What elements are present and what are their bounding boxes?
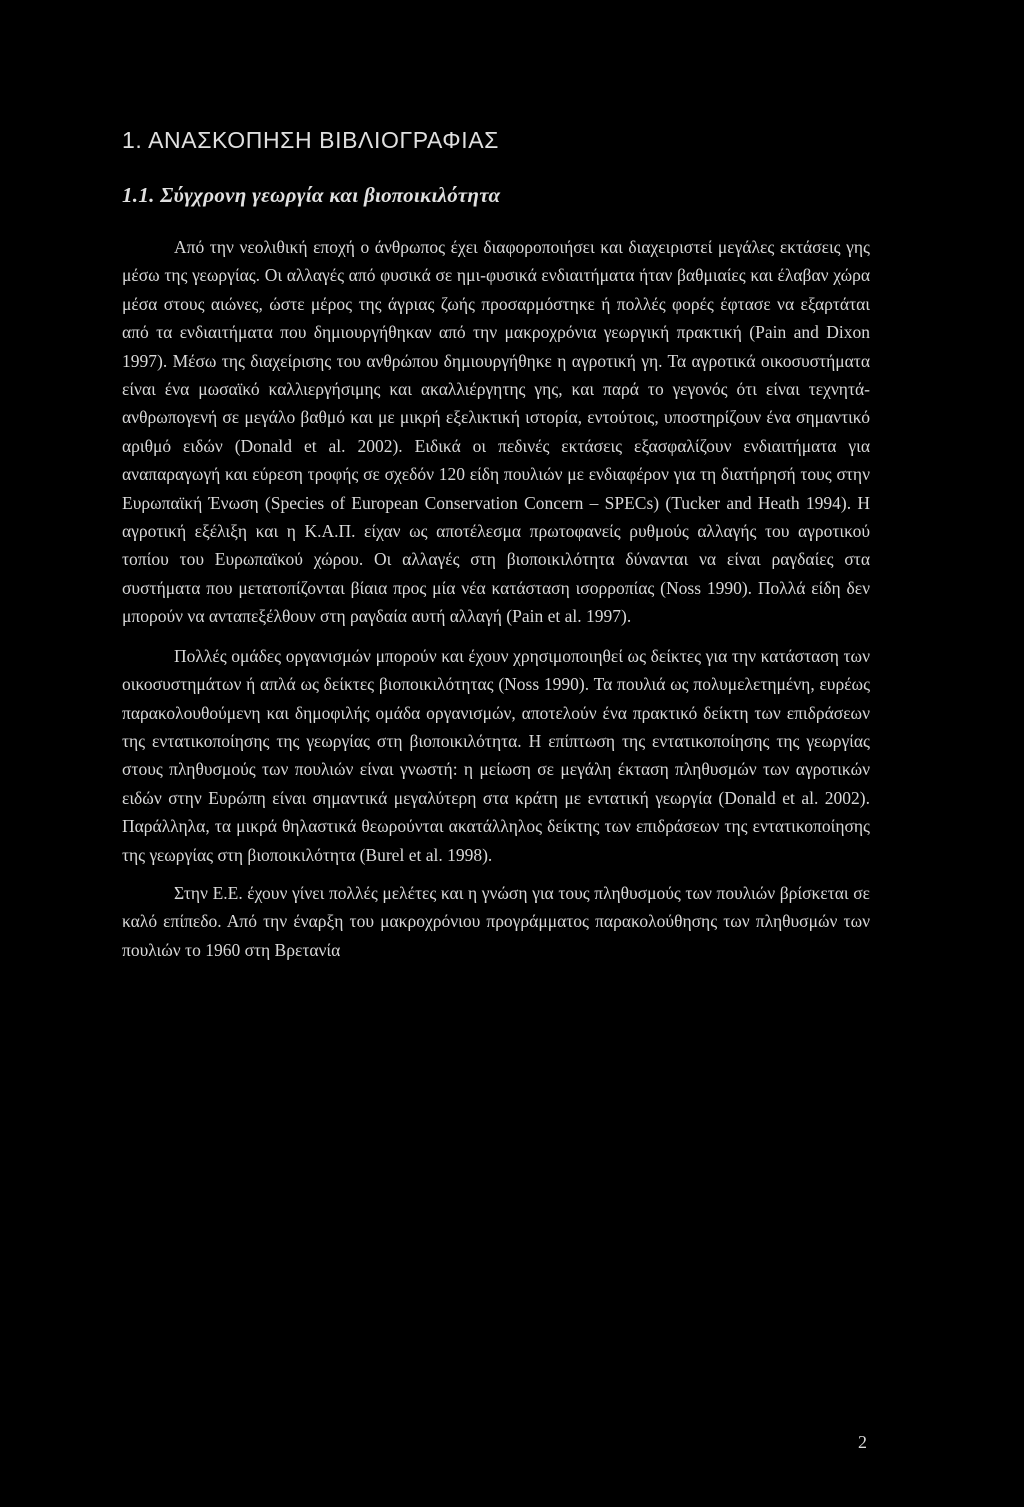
paragraph-2: Πολλές ομάδες οργανισμών μπορούν και έχουν χρησιμοποιηθεί ως δείκτες για την κατάσταση των οικοσυστημάτων ή απλά ως δείκτες βιοποικιλότητας (Noss 1990). Τα πουλιά ως πολυμελετημένη, ευρέως παρακολουθούμενη και δημοφιλής ομάδα οργανισμών, αποτελούν ένα πρακτικό δείκτη των επιδράσεων της εντατικοποίησης της γεωργίας στη βιοποικιλότητα. Η επίπτωση της εντατικοποίησης της γεωργίας στους πληθυσμούς των πουλιών είναι γνωστή: η μείωση σε μεγάλη έκταση πληθυσμών των αγροτικών ειδών στην Ευρώπη είναι σημαντικά μεγαλύτερη στα κράτη με εντατική γεωργία (Donald et al. 2002). Παράλληλα, τα μικρά θηλαστικά θεωρούνται ακατάλληλος δείκτης των επιδράσεων της εντατικοποίησης της γεωργίας στη βιοποικιλότητα (Burel et al. 1998).: [122, 645, 870, 865]
subsection-heading: 1.1. Σύγχρονη γεωργία και βιοποικιλότητα: [122, 183, 501, 207]
paragraph-3: Στην Ε.Ε. έχουν γίνει πολλές μελέτες και η γνώση για τους πληθυσμούς των πουλιών βρίσκεται σε καλό επίπεδο. Από την έναρξη του μακροχρόνιου προγράμματος παρακολούθησης των πληθυσμών των πουλιών το 1960 στη Βρετανία: [122, 882, 870, 960]
page-number: 2: [858, 1432, 867, 1452]
paragraph-1: Από την νεολιθική εποχή ο άνθρωπος έχει διαφοροποιήσει και διαχειριστεί μεγάλες εκτάσεις γης μέσω της γεωργίας. Οι αλλαγές από φυσικά σε ημι-φυσικά ενδιαιτήματα ήταν βαθμιαίες και έλαβαν χώρα μέσα στους αιώνες, ώστε μέρος της άγριας ζωής προσαρμόστηκε ή πολλές φορές έφτασε να εξαρτάται από τα ενδιαιτήματα που δημιουργήθηκαν από την μακροχρόνια γεωργική πρακτική (Pain and Dixon 1997). Μέσω της διαχείρισης του ανθρώπου δημιουργήθηκε η αγροτική γη. Τα αγροτικά οικοσυστήματα είναι ένα μωσαϊκό καλλιεργήσιμης και ακαλλιέργητης γης, και παρά το γεγονός ότι είναι τεχνητά-ανθρωπογενή σε μεγάλο βαθμό και με μικρή εξελικτική ιστορία, εντούτοις, υποστηρίζουν ένα σημαντικό αριθμό ειδών (Donald et al. 2002). Ειδικά οι πεδινές εκτάσεις εξασφαλίζουν ενδιαιτήματα για αναπαραγωγή και εύρεση τροφής σε σχεδόν 120 είδη πουλιών με ενδιαφέρον για τη διατήρησή τους στην Ευρωπαϊκή Ένωση (Species of European Conservation Concern – SPECs) (Tucker and Heath 1994). Η αγροτική εξέλιξη και η Κ.Α.Π. είχαν ως αποτέλεσμα πρωτοφανείς ρυθμούς αλλαγής του αγροτικού τοπίου του Ευρωπαϊκού χώρου. Οι αλλαγές στη βιοποικιλότητα δύνανται να είναι ραγδαίες στα συστήματα που μετατοπίζονται βίαια προς μία νέα κατάσταση ισορροπίας (Noss 1990). Πολλά είδη δεν μπορούν να ανταπεξέλθουν στη ραγδαία αυτή αλλαγή (Pain et al. 1997).: [122, 237, 870, 627]
section-heading: 1. ΑΝΑΣΚΟΠΗΣΗ ΒΙΒΛΙΟΓΡΑΦΙΑΣ: [122, 127, 499, 153]
body-text: [122, 233, 870, 964]
